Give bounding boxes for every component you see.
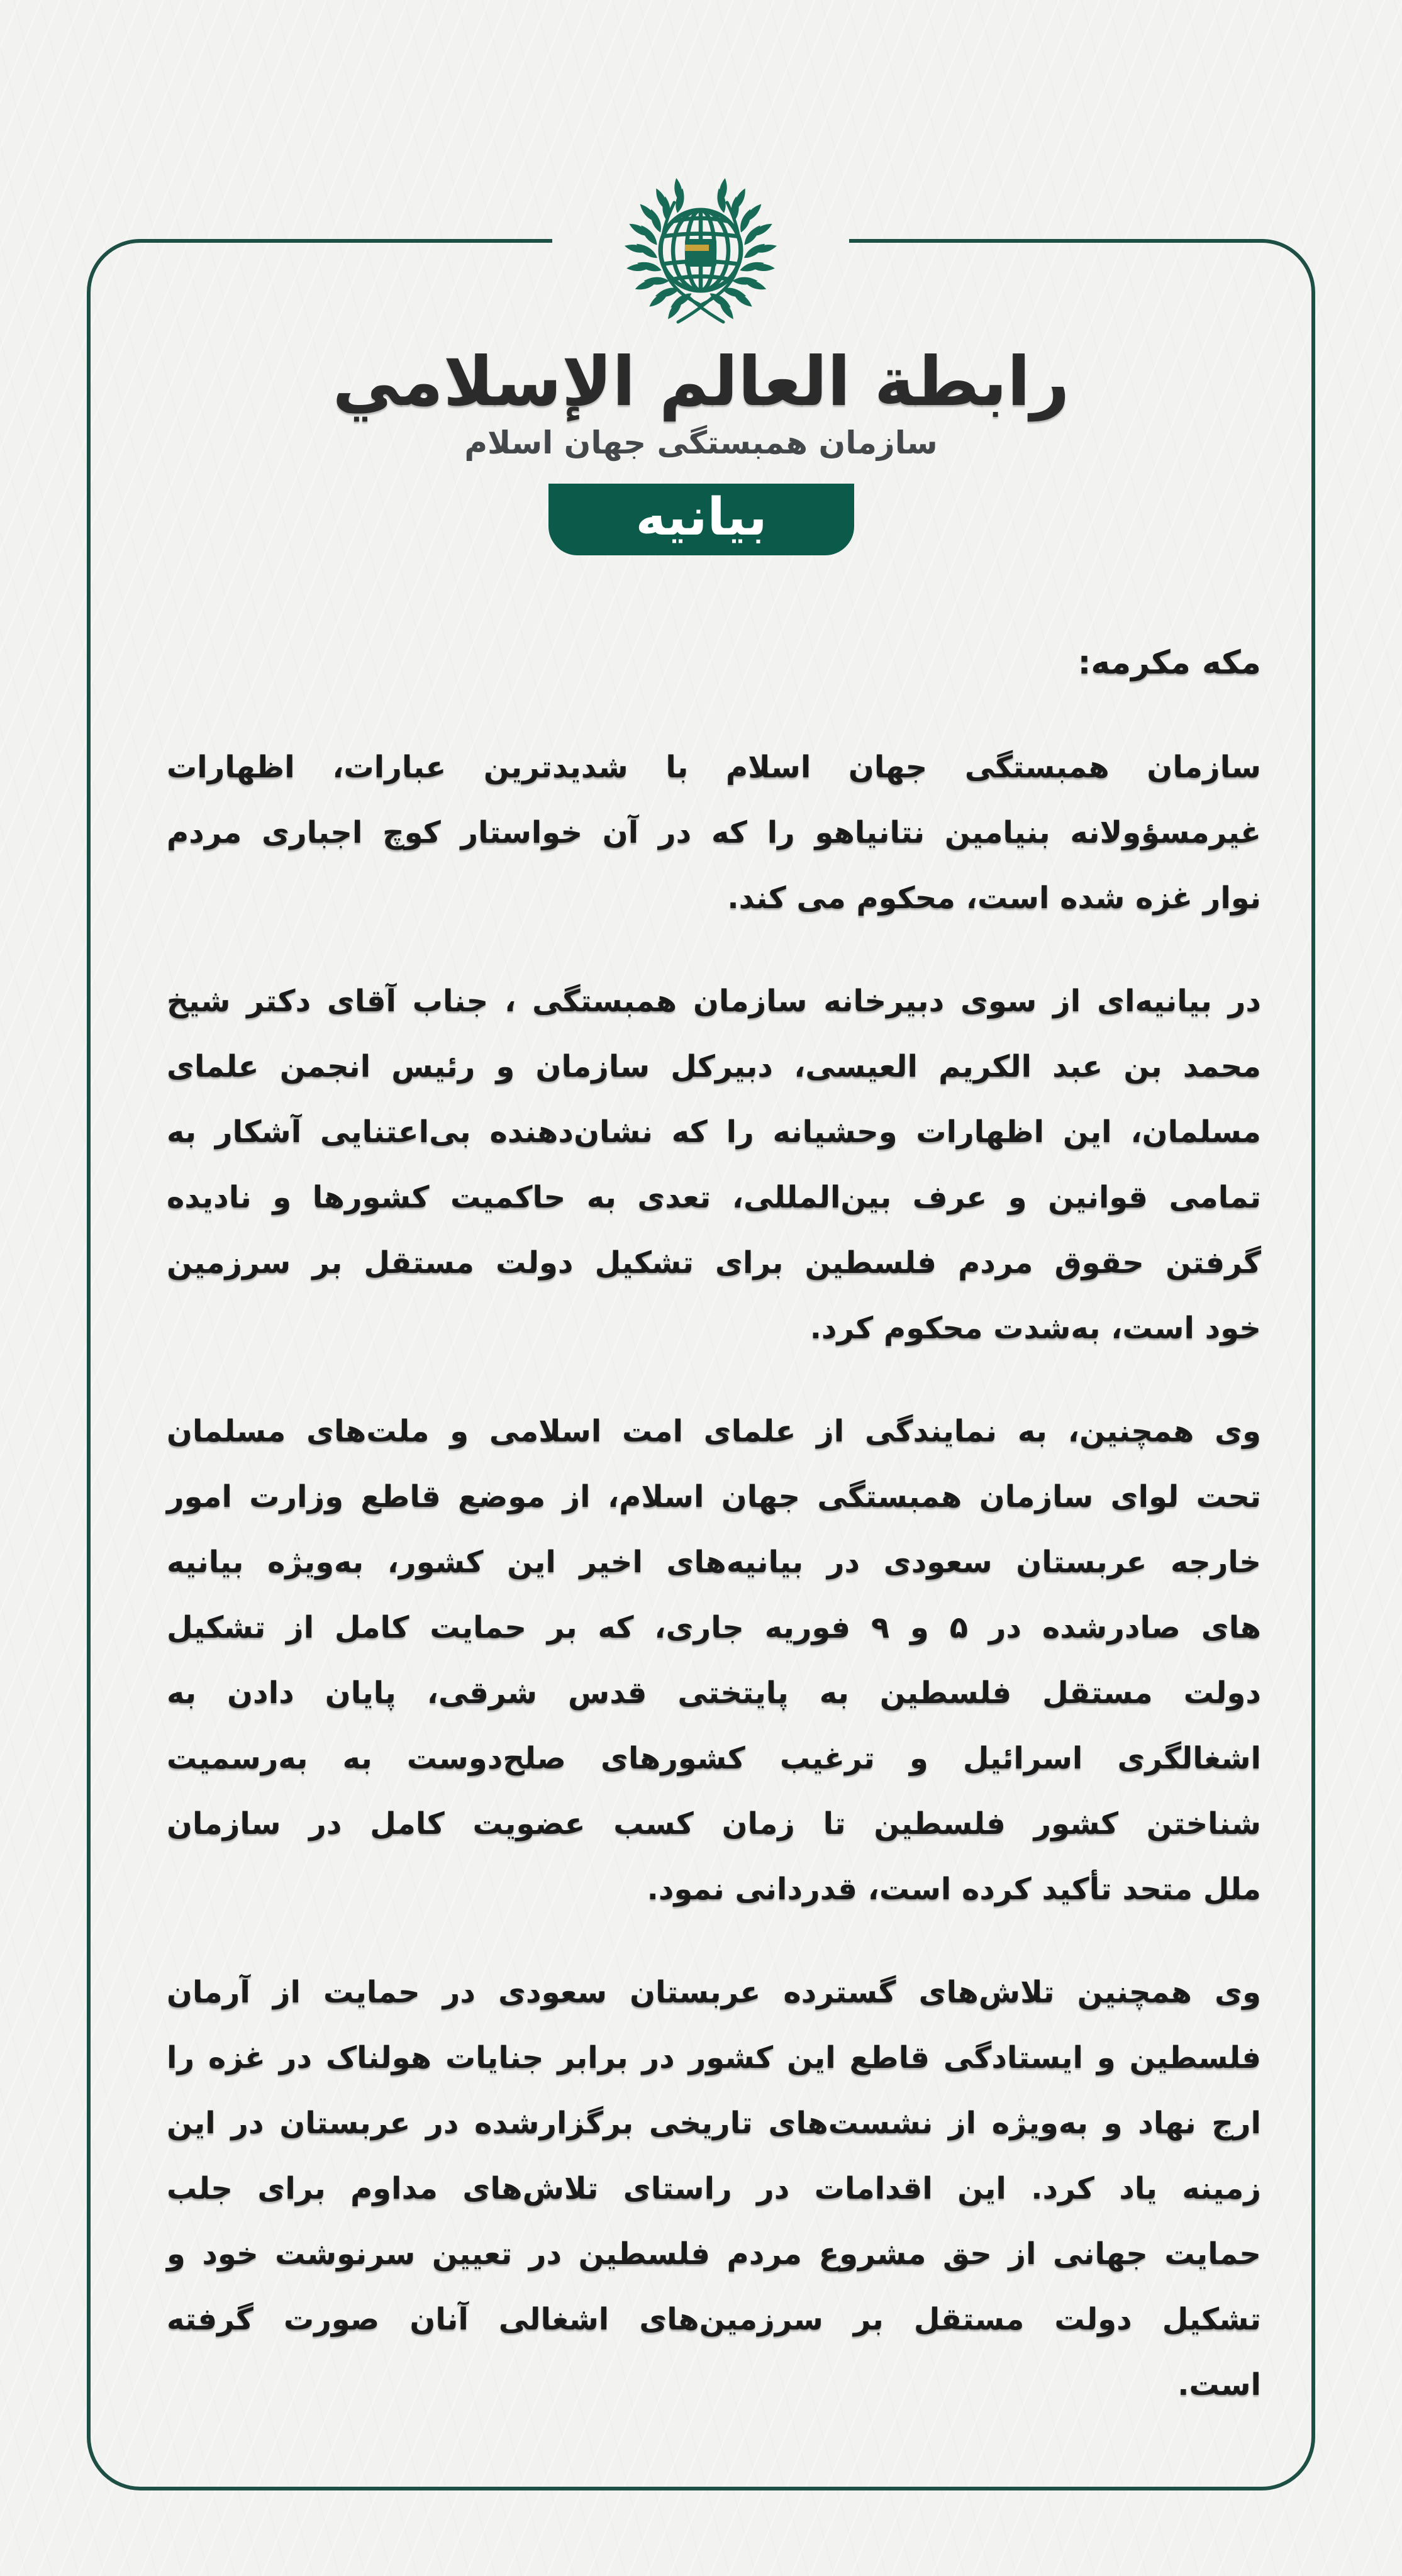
paragraph: [167, 735, 1261, 931]
statement-banner-label: بیانیه: [635, 487, 767, 547]
text-line: تمامی قوانین و عرف بین‌المللی، تعدی به حاکمیت کشورها و نادیده: [167, 1180, 1261, 1215]
text-line: وی همچنین تلاش‌های گسترده عربستان سعودی در حمایت از آرمان: [167, 1975, 1261, 2010]
text-line: خارجه عربستان سعودی در بیانیه‌های اخیر این کشور، به‌ویژه بیانیه: [167, 1545, 1261, 1580]
text-line: گرفتن حقوق مردم فلسطین برای تشکیل دولت مستقل بر سرزمین: [167, 1245, 1261, 1280]
kaaba-icon: [685, 239, 716, 267]
text-line: در بیانیه‌ای از سوی دبیرخانه سازمان همبستگی ، جناب آقای دکتر شیخ: [167, 984, 1261, 1019]
text-line: زمینه یاد کرد. این اقدامات در راستای تلاش‌های مداوم برای جلب: [167, 2171, 1261, 2206]
text-line: غیرمسؤولانه بنیامین نتانیاهو را که در آن خواستار کوچ اجباری مردم: [167, 815, 1261, 850]
text-line: مسلمان، این اظهارات وحشیانه را که نشان‌دهنده بی‌اعتنایی آشکار به: [167, 1114, 1261, 1150]
text-line: دولت مستقل فلسطین به پایتختی قدس شرقی، پایان دادن به: [167, 1675, 1261, 1711]
paragraph: [167, 1960, 1261, 2418]
salutation-heading: مکه مکرمه:: [1077, 644, 1261, 682]
text-line: تحت لوای سازمان همبستگی جهان اسلام، از موضع قاطع وزارت امور: [167, 1479, 1261, 1514]
text-line: وی همچنین، به نمایندگی از علمای امت اسلامی و ملت‌های مسلمان: [167, 1414, 1261, 1449]
statement-body: [167, 630, 1261, 2418]
org-name-arabic: رابطة العالم الإسلامي: [332, 343, 1070, 421]
text-line: نوار غزه شده است، محکوم می کند.: [727, 880, 1261, 916]
text-line: محمد بن عبد الکریم العیسی، دبیرکل سازمان و رئیس انجمن علمای: [167, 1049, 1261, 1084]
text-line: ارج نهاد و به‌ویژه از نشست‌های تاریخی برگزارشده در عربستان در این: [167, 2106, 1261, 2141]
text-line: اشغالگری اسرائیل و ترغیب کشورهای صلح‌دوست به به‌رسمیت: [167, 1741, 1261, 1776]
statement-banner: [548, 484, 854, 555]
org-name-persian: سازمان همبستگی جهان اسلام: [464, 425, 938, 461]
paragraph: [167, 969, 1261, 1361]
text-line: حمایت جهانی از حق مشروع مردم فلسطین در تعیین سرنوشت خود و: [167, 2236, 1261, 2272]
text-line: های صادرشده در ۵ و ۹ فوریه جاری، که بر حمایت کامل از تشکیل: [167, 1610, 1262, 1645]
paragraph: [167, 1399, 1261, 1922]
text-line: شناختن کشور فلسطین تا زمان کسب عضویت کامل در سازمان: [167, 1806, 1261, 1841]
text-line: است.: [1177, 2367, 1261, 2402]
text-line: تشکیل دولت مستقل بر سرزمین‌های اشغالی آنان صورت گرفته: [167, 2302, 1261, 2337]
paragraphs: [167, 735, 1261, 2418]
text-line: ملل متحد تأکید کرده است، قدردانی نمود.: [647, 1872, 1261, 1907]
text-line: خود است، به‌شدت محکوم کرد.: [809, 1311, 1261, 1346]
text-line: سازمان همبستگی جهان اسلام با شدیدترین عبارات، اظهارات: [167, 750, 1261, 785]
text-line: فلسطین و ایستادگی قاطع این کشور در برابر جنایات هولناک در غزه را: [167, 2040, 1261, 2075]
org-emblem-logo: [600, 169, 801, 340]
